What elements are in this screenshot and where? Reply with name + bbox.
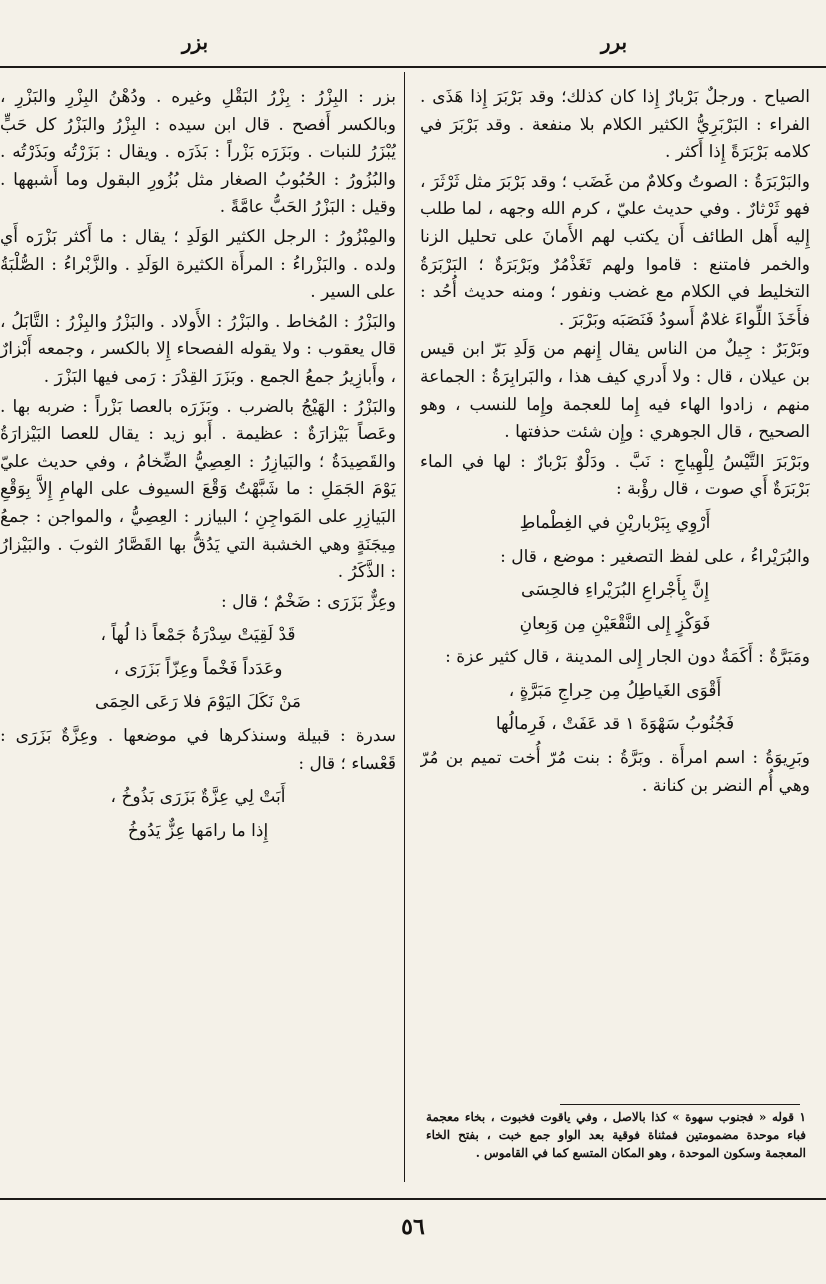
entry-paragraph: وعِزٌّ بَزَرَى : ضَخْمٌ ؛ قال :: [220, 591, 396, 612]
top-rule: [0, 66, 826, 68]
verse-line: أَبَتْ لِي عِزَّةٌ بَزَرَى بَذُوخُ ،: [110, 787, 286, 808]
verse-line: مَنْ نَكَلَ اليَوْمَ فلا رَعَى الحِمَى: [94, 692, 302, 713]
entry-paragraph: وبَرْبَرٌ : جِيلٌ من الناس يقال إِنهم من وَلَدِ بَرّ ابن قيس بن عيلان ، قال : ولا أَدري كيف هذا ، والبَرابِرَةُ : الجماعة منهم ، زادوا الهاء فيه إِما للعجمة وإِما للنسب ، وهو الصحيح ، قال الجوهري : وإِن شئت حذفتها .: [420, 339, 810, 443]
entry-paragraph: بزر : البِزْرُ : بِزْرُ البَقْلِ وغيره . ودُهْنُ البِزْرِ والبَزْرِ ، وبالكسر أَفصح . قال ابن سيده : البِزْرُ والبَزْرُ كل حَبٍّ يُبْزَرُ للنبات . وبَزَرَه بَزْراً : بَذَرَه . ويقال : بَزَرْتُه وبَذَرْتُه . والبُزُورُ : الحُبُوبُ الصغار مثل بُزُورِ البقول وما أَشبهها . وقيل : البَزْرُ الحَبُّ عامَّةً .: [0, 87, 396, 218]
verse-line: أَرْوِي بِبَرْباريْنِ في الغِطْماطِ: [519, 512, 711, 533]
entry-paragraph: والبَرْبَرَةُ : الصوتُ وكلامٌ من غَضَب ؛ وقد بَرْبَرَ مثل ثَرْثَرَ ، فهو ثَرْثارٌ . وفي حديث عليّ ، كرم الله وجهه ، لما طلب إِليه أَهل الطائف أَن يكتب لهم الأَمانَ على تحليل الزنا والخمر فامتنع : قاموا ولهم تَغَذْمُرٌ وبَرْبَرَةٌ ؛ البَرْبَرَةُ التخليط في الكلام مع غضب ونفور ؛ ومنه حديث أُحُد : فأَخَذَ اللِّواءَ غلامٌ أَسودُ فَنَصَبَه وبَرْبَرَ .: [420, 171, 810, 330]
running-head-right: برر: [600, 30, 628, 54]
page-number: ٥٦: [401, 1214, 425, 1240]
entry-paragraph: سدرة : قبيلة وسنذكرها في موضعها . وعِزَّةٌ بَزَرَى : قَعْساء ؛ قال :: [0, 726, 396, 774]
entry-paragraph: والبُرَيْراءُ ، على لفظ التصغير : موضع ، قال :: [500, 546, 810, 567]
column-divider: [404, 72, 405, 1182]
entry-paragraph: ومَبَرَّةٌ : أَكَمَةٌ دون الجار إِلى المدينة ، قال كثير عزة :: [445, 647, 810, 668]
right-column: [420, 84, 810, 1094]
verse-line: قَدْ لَقِيَتْ سِدْرَةُ جَمْعاً ذا لُهاً ،: [100, 625, 296, 646]
entry-paragraph: والبَزْرُ : المُخاط . والبَزْرُ : الأَولاد . والبَزْرُ والبِزْرُ : التَّابَلُ ، قال يعقوب : ولا يقوله الفصحاء إِلا بالكسر ، وجمعه أَبْزارٌ ، وأَبازِيرُ جمعُ الجمع . وبَزَرَ القِدْرَ : رَمى فيها البَزْرَ .: [0, 311, 396, 387]
bottom-rule: [0, 1198, 826, 1200]
footnote-rule: [560, 1104, 800, 1105]
running-head-left: بزر: [181, 30, 209, 54]
entry-paragraph: الصياح . ورجلٌ بَرْبارٌ إِذا كان كذلك؛ وقد بَرْبَرَ إِذا هَذَى . الفراء : البَرْبَرِيُّ الكثير الكلام بلا منفعة . وقد بَرْبَرَ في كلامه بَرْبَرَةً إِذا أَكثر .: [420, 87, 810, 163]
verse-line: فَوَكْزٍ إِلى النَّقْعَيْنِ مِن وَبِعانِ: [519, 613, 711, 634]
verse-line: أَقْوَى الغَياطِلُ مِن حِراجِ مَبَرَّةٍ ،: [508, 680, 722, 701]
entry-paragraph: وبَرِيوَةُ : اسم امرأَة . وبَرَّةُ : بنت مُرّ أُخت تميم بن مُرّ وهي أُم النضر بن كنانة .: [420, 748, 810, 796]
verse-line: إِذا ما رامَها عِزٌّ يَدُوخُ: [127, 820, 269, 841]
entry-paragraph: والبَزْرُ : الهَيْجُ بالضرب . وبَزَرَه بالعصا بَزْراً : ضربه بها . وعَصاً بَيْزارَةٌ : عظيمة . أَبو زيد : يقال للعصا البَيْزارَةُ والقَصِيدَةُ ؛ والبَيازِرُ : العِصِيُّ الضِّخامُ ، وفي حديث عليّ يَوْمَ الجَمَلِ : ما شَبَّهْتُ وَقْعَ السيوف على الهامِ إِلاَّ بِوَقْعِ البَيازِرِ على المَواجِنِ ؛ البيازر : العِصِيُّ ، والمواجن : جمعُ مِيجَنَةٍ وهي الخشبة التي يَدُقُّ بها القَصَّارُ الثوبَ . والبَيْزارُ : الذَّكَرُ .: [0, 396, 396, 583]
entry-paragraph: وبَرْبَرَ التَّيْسُ لِلْهِياجِ : نَبَّ . ودَلْوٌ بَرْبارٌ : لها في الماء بَرْبَرَةٌ أَي صوت ، قال رؤْبة :: [420, 451, 810, 500]
entry-paragraph: والمِبْزُورُ : الرجل الكثير الوَلَدِ ؛ يقال : ما أَكثر بَزْرَه أَي ولده . والبَزْراءُ : المرأَة الكثيرة الوَلَدِ . والزَّبْراءُ : الصُّلْبَةُ على السير .: [0, 226, 396, 303]
verse-line: إِنَّ بِأَجْراعِ البُرَيْراءِ فالحِسَى: [520, 580, 710, 601]
verse-line: فَجُنُوبُ سَهْوَةَ ١ قد عَفَتْ ، فَرِمالُها: [495, 714, 735, 735]
verse-line: وعَدَداً فَخْماً وعِزّاً بَزَرَى ،: [113, 658, 283, 679]
footnote: ١ قوله « فجنوب سهوة » كذا بالاصل ، وفي ياقوت فخبوت ، بخاء معجمة فباء موحدة مضمومتين فمثناة فوقية بعد الواو جمع خبت ، بفتح الخاء المعجمة وسكون الموحدة ، وهو المكان المتسع كما في القاموس .: [426, 1110, 806, 1160]
left-column: [0, 84, 396, 1184]
